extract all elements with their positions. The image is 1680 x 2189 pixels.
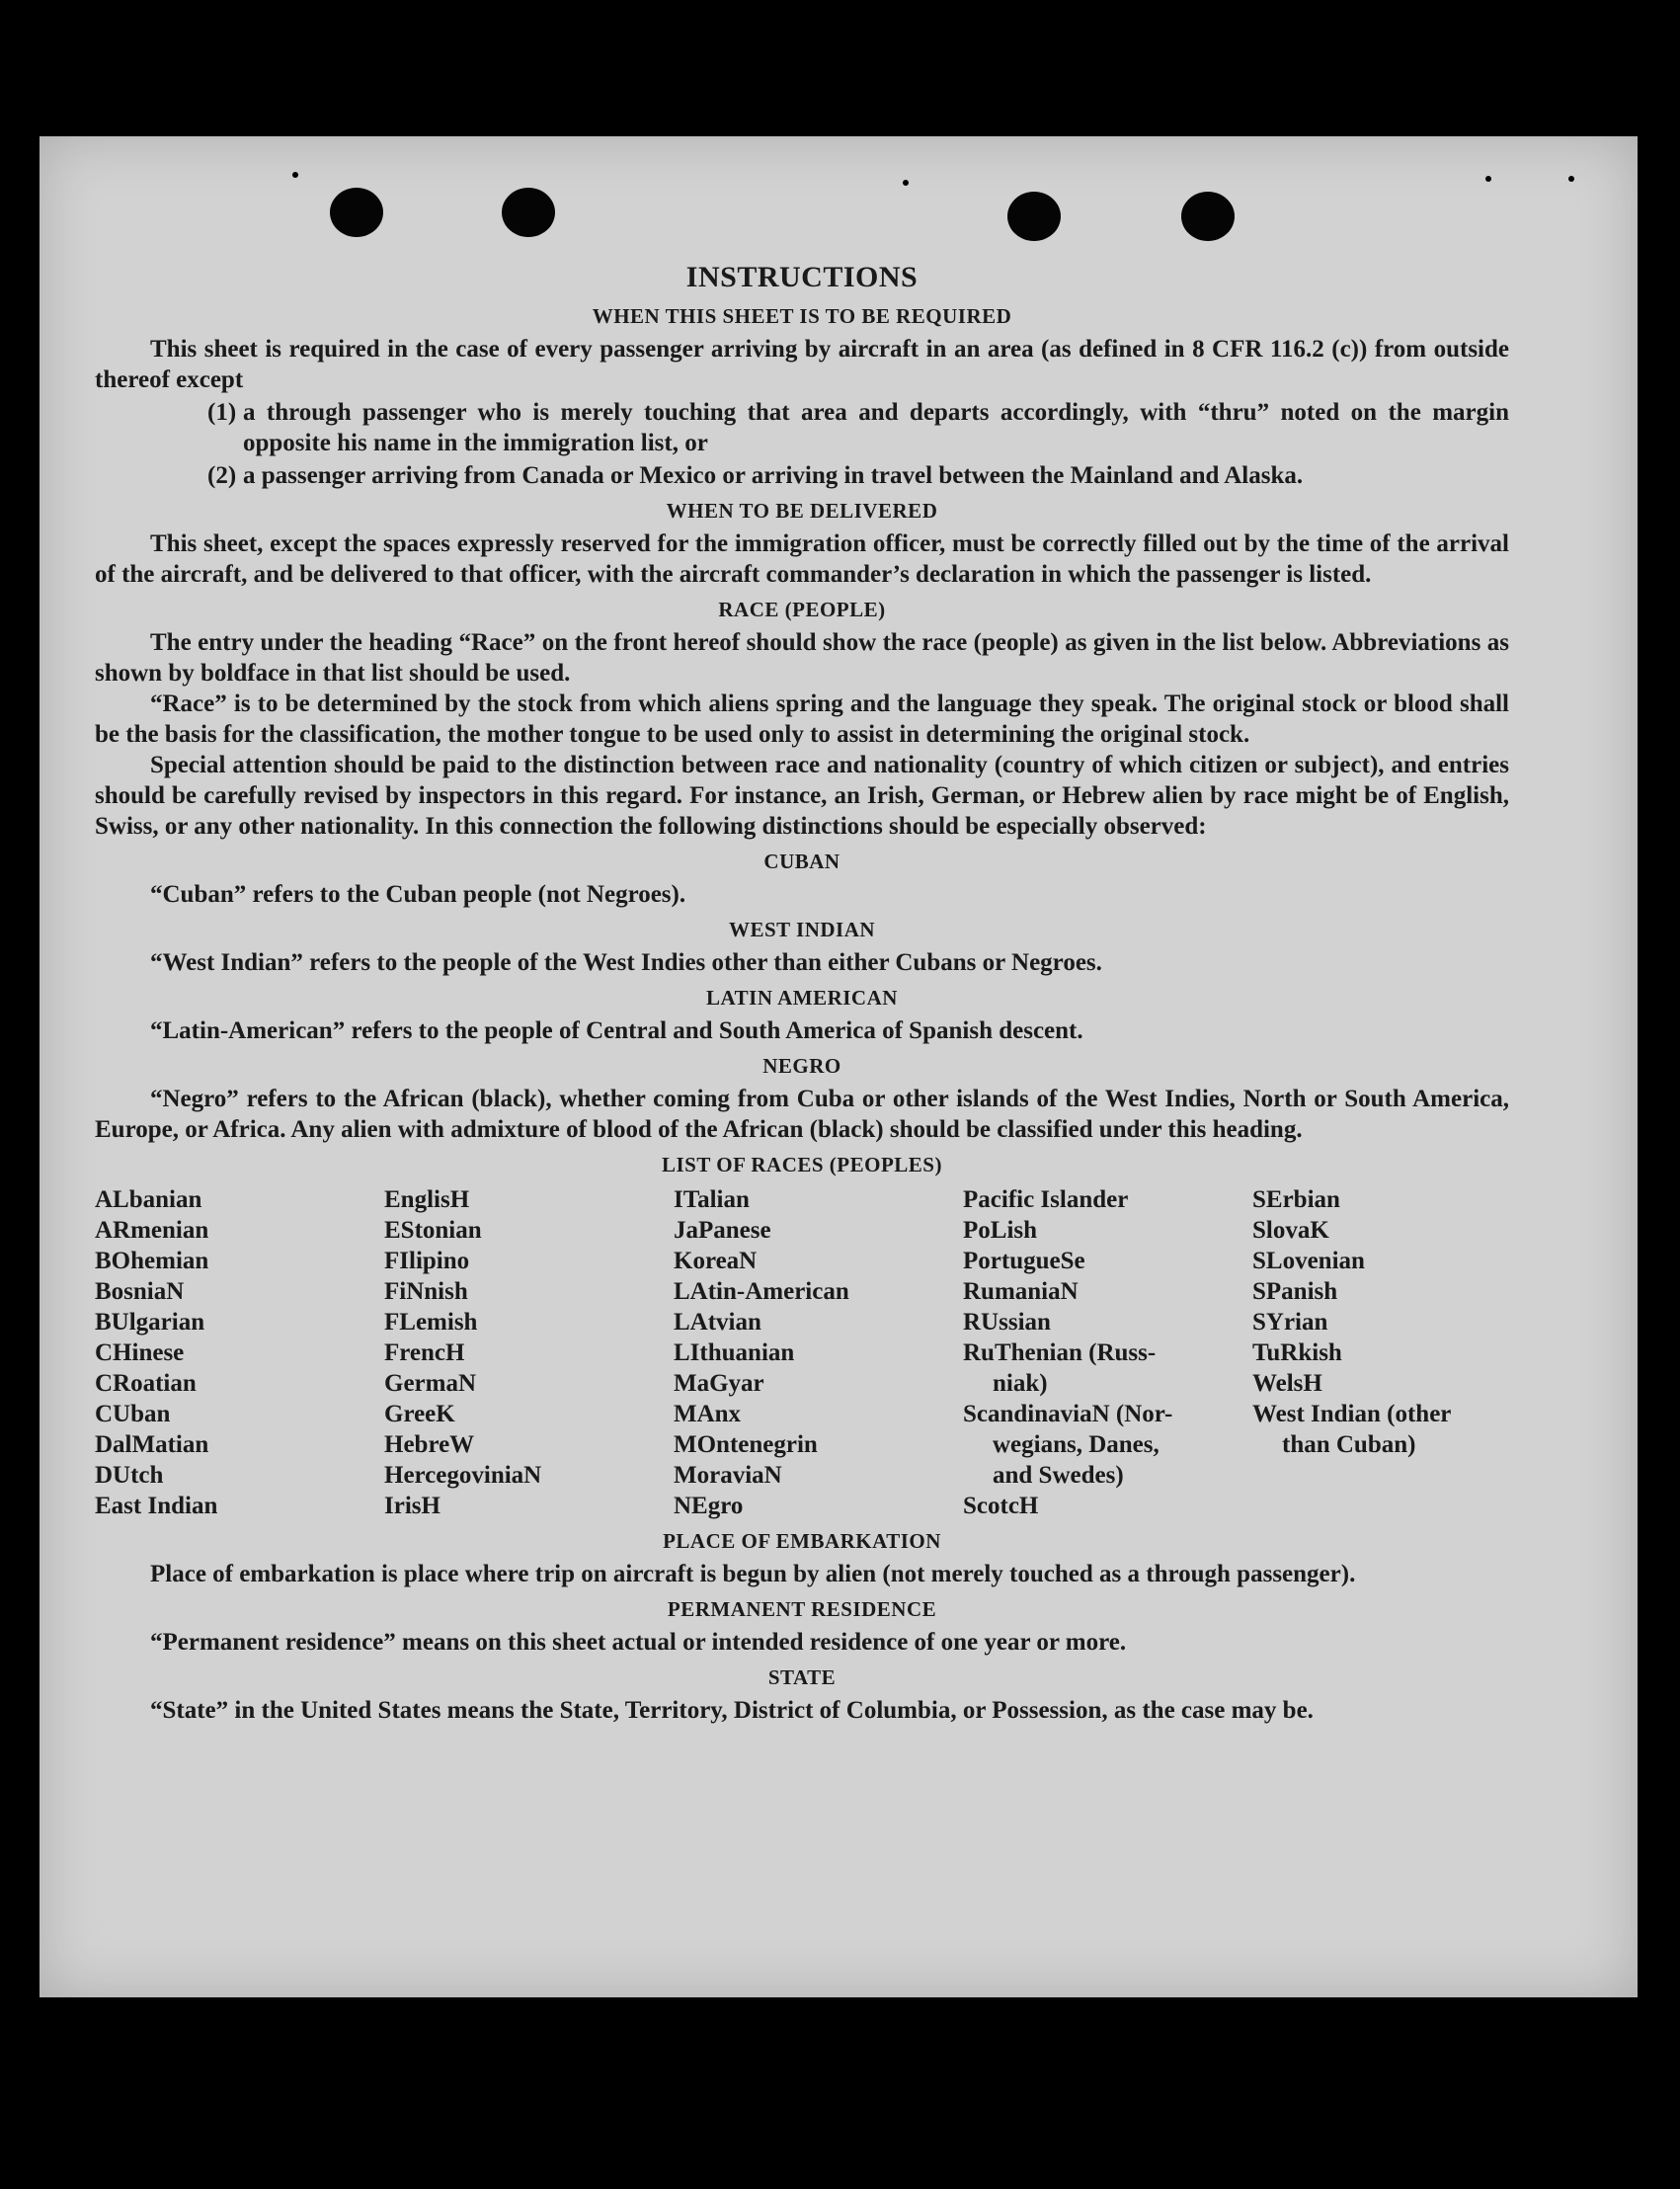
west-indian-text: “West Indian” refers to the people of the West Indies other than either Cubans or Negroes.: [150, 949, 1102, 976]
section-heading-residence: PERMANENT RESIDENCE: [667, 1597, 937, 1621]
race-entry: ScotcH: [963, 1493, 1039, 1519]
exception-number: (1): [207, 399, 237, 426]
races-column: [963, 1184, 1252, 1521]
race-entry: SPanish: [1252, 1278, 1338, 1305]
section-heading-race: RACE (PEOPLE): [718, 598, 886, 621]
race-entry: ARmenian: [95, 1217, 209, 1244]
race-entry: EStonian: [384, 1217, 482, 1244]
section-heading-when-delivered: WHEN TO BE DELIVERED: [666, 499, 938, 523]
section-heading-state: STATE: [767, 1665, 837, 1689]
race-paragraph-3: Special attention should be paid to the distinction between race and nationality (country of which citizen or subject), and entries should be carefully revised by inspectors in this regard. For instance, an Irish, German, or Hebrew alien by race might be of English, Swiss, or any other nationality. In this connection the following distinctions should be especially observed:: [95, 752, 1509, 840]
section-heading-embarkation: PLACE OF EMBARKATION: [663, 1529, 941, 1553]
race-entry: RUssian: [963, 1309, 1051, 1336]
race-entry: BOhemian: [95, 1248, 209, 1274]
race-entry: LIthuanian: [674, 1339, 795, 1366]
section-heading-negro: NEGRO: [762, 1054, 841, 1078]
instructions-content: [95, 259, 1509, 1726]
residence-text: “Permanent residence” means on this sheet actual or intended residence of one year or more.: [150, 1629, 1127, 1656]
race-entry: FIlipino: [384, 1248, 470, 1274]
exception-text: a through passenger who is merely touching that area and departs accordingly, with “thru” noted on the margin opposite his name in the immigration list, or: [243, 399, 1509, 456]
race-entry: RuThenian (Russ-: [963, 1339, 1157, 1366]
exception-item: [95, 460, 1509, 491]
race-entry: GreeK: [384, 1401, 455, 1427]
state-text: “State” in the United States means the State, Territory, District of Columbia, or Possession, as the case may be.: [150, 1697, 1314, 1724]
race-entry: JaPanese: [674, 1217, 771, 1244]
exception-text: a passenger arriving from Canada or Mexico or arriving in travel between the Mainland and Alaska.: [243, 462, 1304, 489]
race-entry: FLemish: [384, 1309, 478, 1336]
race-entry: East Indian: [95, 1493, 218, 1519]
document-sheet: [40, 136, 1638, 1997]
race-entry: MoraviaN: [674, 1462, 782, 1489]
race-entry: SlovaK: [1252, 1217, 1329, 1244]
race-entry-continuation: niak): [993, 1370, 1048, 1397]
speck: [1485, 176, 1491, 182]
speck: [903, 180, 909, 186]
race-entry: SLovenian: [1252, 1248, 1365, 1274]
cuban-text: “Cuban” refers to the Cuban people (not Negroes).: [150, 881, 686, 908]
race-entry: DUtch: [95, 1462, 164, 1489]
races-column: [674, 1184, 963, 1521]
race-entry: CHinese: [95, 1339, 185, 1366]
punch-hole: [502, 188, 555, 237]
when-delivered-text: This sheet, except the spaces expressly reserved for the immigration officer, must be correctly filled out by the time of the arrival of the aircraft, and be delivered to that officer, with the aircraft commander’s declaration in which the passenger is listed.: [95, 530, 1509, 588]
race-entry-continuation: wegians, Danes,: [993, 1431, 1160, 1458]
race-entry: PoLish: [963, 1217, 1038, 1244]
punch-hole: [1007, 192, 1061, 241]
race-entry: West Indian (other: [1252, 1401, 1452, 1427]
race-entry: SErbian: [1252, 1186, 1340, 1213]
race-entry: GermaN: [384, 1370, 477, 1397]
race-entry: KoreaN: [674, 1248, 758, 1274]
exception-item: [95, 397, 1509, 458]
race-entry: FrencH: [384, 1339, 465, 1366]
races-list: [95, 1184, 1509, 1521]
race-entry: RumaniaN: [963, 1278, 1079, 1305]
race-entry: LAtin-American: [674, 1278, 849, 1305]
race-paragraph-1: The entry under the heading “Race” on the front hereof should show the race (people) as given in the list below. Abbreviations as shown by boldface in that list should be used.: [95, 629, 1509, 687]
race-entry: MAnx: [674, 1401, 742, 1427]
race-entry-continuation: and Swedes): [993, 1462, 1124, 1489]
race-entry: DalMatian: [95, 1431, 209, 1458]
race-entry: WelsH: [1252, 1370, 1322, 1397]
race-entry: HercegoviniaN: [384, 1462, 542, 1489]
page-title: INSTRUCTIONS: [685, 261, 919, 293]
races-column: [1252, 1184, 1509, 1521]
section-heading-cuban: CUBAN: [763, 850, 840, 873]
race-entry: FiNnish: [384, 1278, 468, 1305]
race-entry: MOntenegrin: [674, 1431, 818, 1458]
race-entry: HebreW: [384, 1431, 475, 1458]
race-entry: ScandinaviaN (Nor-: [963, 1401, 1173, 1427]
races-column: [95, 1184, 384, 1521]
race-entry: PortugueSe: [963, 1248, 1085, 1274]
race-entry: BUlgarian: [95, 1309, 205, 1336]
race-entry: BosniaN: [95, 1278, 185, 1305]
section-heading-latin-american: LATIN AMERICAN: [706, 986, 898, 1010]
section-heading-west-indian: WEST INDIAN: [728, 918, 876, 941]
race-entry: EnglisH: [384, 1186, 470, 1213]
embarkation-text: Place of embarkation is place where trip on aircraft is begun by alien (not merely touched as a through passenger).: [150, 1561, 1356, 1587]
race-entry: Pacific Islander: [963, 1186, 1129, 1213]
race-entry: NEgro: [674, 1493, 744, 1519]
race-entry: CRoatian: [95, 1370, 197, 1397]
race-entry: IrisH: [384, 1493, 440, 1519]
race-paragraph-2: “Race” is to be determined by the stock from which aliens spring and the language they speak. The original stock or blood shall be the basis for the classification, the mother tongue to be used only to assist in determining the original stock.: [95, 690, 1509, 748]
race-entry: LAtvian: [674, 1309, 761, 1336]
when-required-intro: This sheet is required in the case of every passenger arriving by aircraft in an area (as defined in 8 CFR 116.2 (c)) from outside thereof except: [95, 336, 1509, 393]
punch-hole: [330, 188, 383, 237]
race-entry: CUban: [95, 1401, 171, 1427]
race-entry: TuRkish: [1252, 1339, 1342, 1366]
race-entry: SYrian: [1252, 1309, 1328, 1336]
race-entry: MaGyar: [674, 1370, 764, 1397]
section-heading-list-of-races: LIST OF RACES (PEOPLES): [662, 1153, 942, 1176]
speck: [1568, 176, 1574, 182]
speck: [292, 172, 298, 178]
punch-hole: [1181, 192, 1235, 241]
exception-number: (2): [207, 462, 237, 489]
race-entry: ITalian: [674, 1186, 750, 1213]
race-entry: ALbanian: [95, 1186, 202, 1213]
race-entry-continuation: than Cuban): [1282, 1431, 1416, 1458]
section-heading-when-required: WHEN THIS SHEET IS TO BE REQUIRED: [592, 304, 1012, 328]
negro-text: “Negro” refers to the African (black), whether coming from Cuba or other islands of the West Indies, North or South America, Europe, or Africa. Any alien with admixture of blood of the African (black) should be classified under this heading.: [95, 1086, 1509, 1143]
races-column: [384, 1184, 674, 1521]
latin-american-text: “Latin-American” refers to the people of Central and South America of Spanish descent.: [150, 1017, 1083, 1044]
